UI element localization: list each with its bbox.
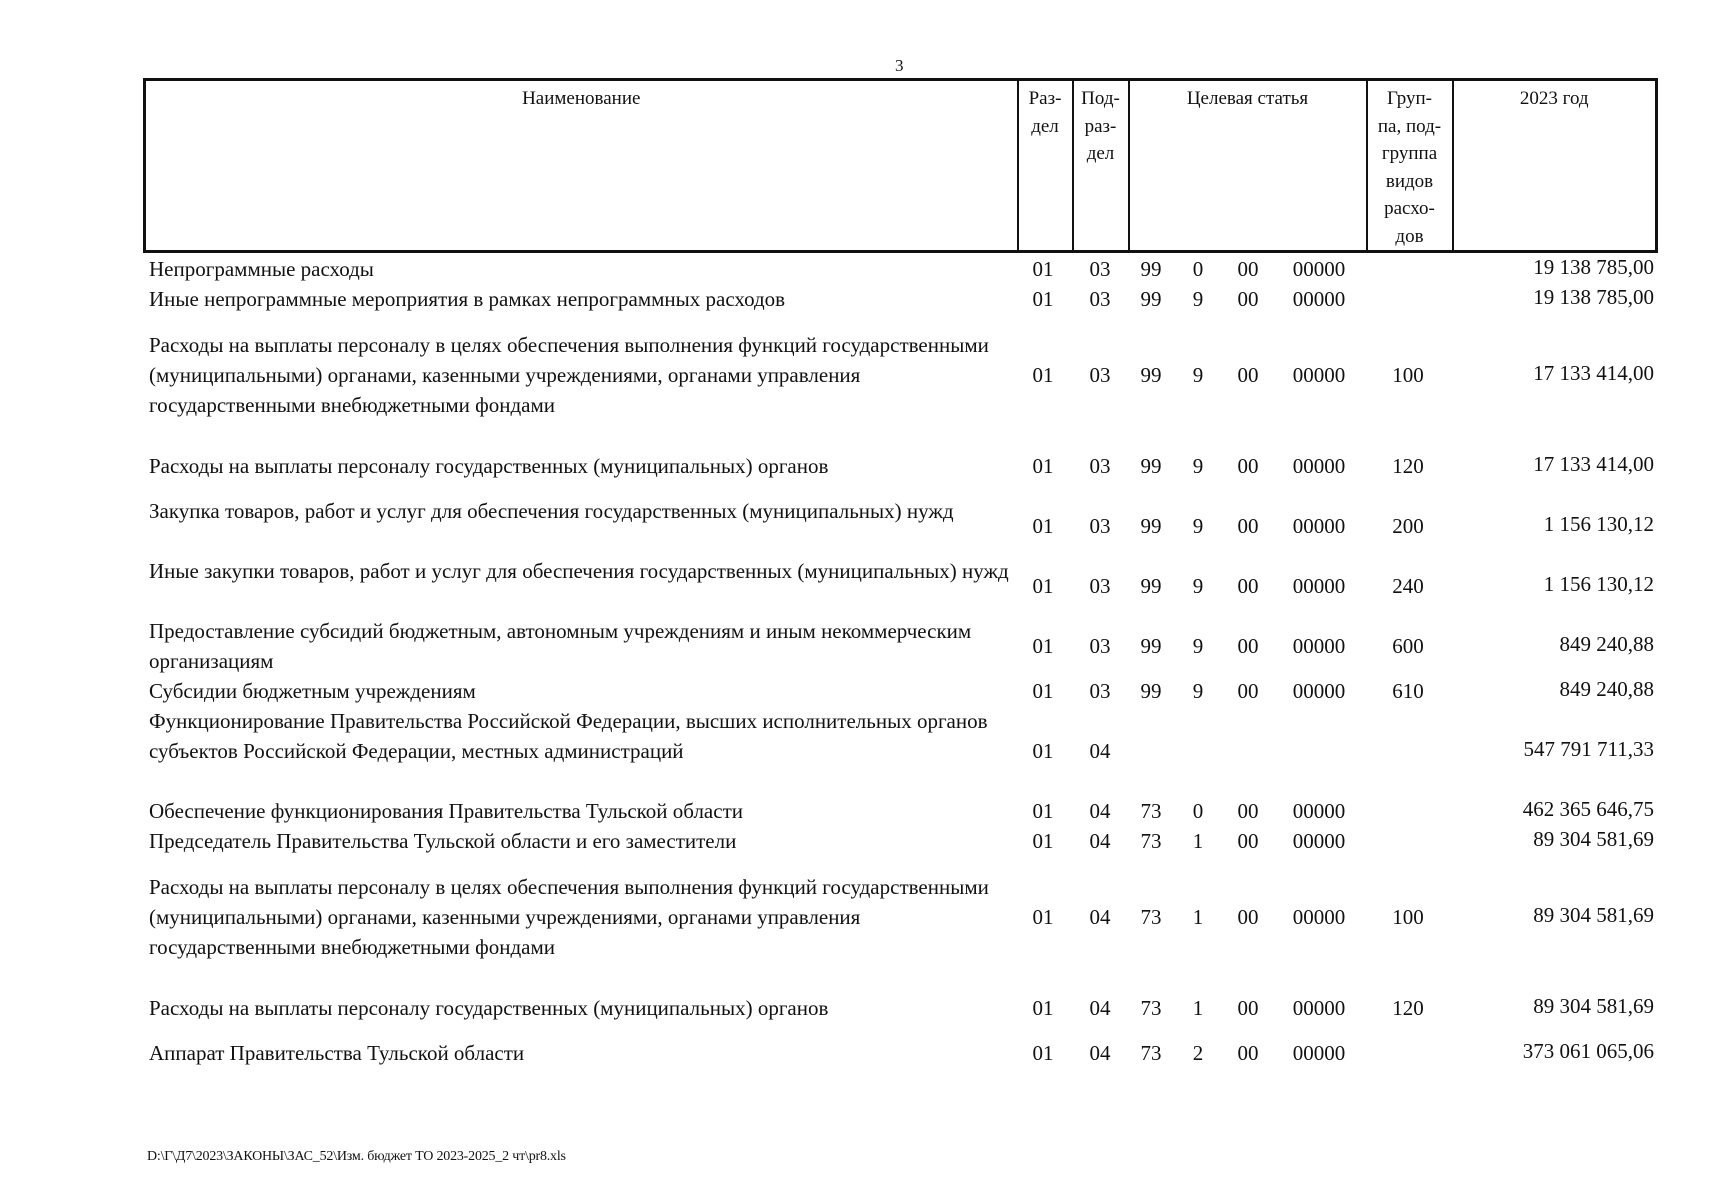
row-group: 100 [1392, 363, 1424, 387]
row-target-direction: 00000 [1292, 634, 1346, 658]
row-subsection: 03 [1089, 679, 1111, 703]
row-amount: 373 061 065,06 [1522, 1039, 1654, 1063]
row-target-direction: 00000 [1292, 257, 1346, 281]
table-row [0, 330, 1714, 420]
row-target-program: 99 [1140, 574, 1162, 598]
row-target-event: 00 [1237, 574, 1259, 598]
row-target-subprogram: 1 [1192, 905, 1204, 929]
row-target-event: 00 [1237, 363, 1259, 387]
row-target-event: 00 [1237, 257, 1259, 281]
row-section: 01 [1032, 363, 1054, 387]
row-section: 01 [1032, 634, 1054, 658]
row-subsection: 03 [1089, 634, 1111, 658]
header-subsection: Под- раз- дел [1073, 80, 1129, 252]
row-subsection: 04 [1089, 996, 1111, 1020]
row-amount: 849 240,88 [1559, 677, 1654, 701]
row-group: 120 [1392, 996, 1424, 1020]
table-row [0, 872, 1714, 962]
row-target-program: 73 [1140, 996, 1162, 1020]
row-group: 600 [1392, 634, 1424, 658]
row-amount: 547 791 711,33 [1523, 737, 1654, 761]
page-number: 3 [895, 56, 904, 75]
row-subsection: 03 [1089, 454, 1111, 478]
row-subsection: 04 [1089, 1041, 1111, 1065]
row-target-direction: 00000 [1292, 679, 1346, 703]
row-subsection: 03 [1089, 363, 1111, 387]
row-target-subprogram: 9 [1192, 454, 1204, 478]
row-section: 01 [1032, 905, 1054, 929]
row-subsection: 03 [1089, 257, 1111, 281]
row-target-direction: 00000 [1292, 905, 1346, 929]
row-target-event: 00 [1237, 905, 1259, 929]
row-target-subprogram: 9 [1192, 363, 1204, 387]
row-target-subprogram: 9 [1192, 679, 1204, 703]
row-group: 610 [1392, 679, 1424, 703]
table-row [0, 616, 1714, 676]
row-target-direction: 00000 [1292, 574, 1346, 598]
row-target-direction: 00000 [1292, 1041, 1346, 1065]
row-group: 120 [1392, 454, 1424, 478]
row-section: 01 [1032, 829, 1054, 853]
row-section: 01 [1032, 679, 1054, 703]
row-target-subprogram: 9 [1192, 574, 1204, 598]
row-amount: 19 138 785,00 [1533, 285, 1654, 309]
row-name: Расходы на выплаты персоналу в целях обеспечения выполнения функций государственными (муниципальными) органами, казенными учреждениями, органами управления государственными внебюджетными фондами [149, 333, 989, 417]
row-target-program: 99 [1140, 679, 1162, 703]
row-section: 01 [1032, 996, 1054, 1020]
row-target-direction: 00000 [1292, 996, 1346, 1020]
row-target-event: 00 [1237, 287, 1259, 311]
row-group: 200 [1392, 514, 1424, 538]
header-year: 2023 год [1453, 80, 1657, 252]
header-name: Наименование [145, 80, 1018, 252]
row-group: 100 [1392, 905, 1424, 929]
row-target-subprogram: 2 [1192, 1041, 1204, 1065]
row-target-event: 00 [1237, 514, 1259, 538]
row-name: Закупка товаров, работ и услуг для обеспечения государственных (муниципальных) нужд [149, 499, 954, 523]
row-target-program: 99 [1140, 634, 1162, 658]
row-amount: 89 304 581,69 [1533, 827, 1654, 851]
row-section: 01 [1032, 287, 1054, 311]
row-name: Функционирование Правительства Российской Федерации, высших исполнительных органов субъектов Российской Федерации, местных администраций [149, 709, 988, 763]
row-target-direction: 00000 [1292, 799, 1346, 823]
table-row [0, 1038, 1714, 1068]
row-name: Субсидии бюджетным учреждениям [149, 679, 476, 703]
table-row [0, 796, 1714, 826]
row-section: 01 [1032, 574, 1054, 598]
row-target-subprogram: 1 [1192, 996, 1204, 1020]
row-name: Расходы на выплаты персоналу государственных (муниципальных) органов [149, 996, 829, 1020]
row-name: Председатель Правительства Тульской области и его заместители [149, 829, 737, 853]
table-row [0, 706, 1714, 796]
row-target-direction: 00000 [1292, 514, 1346, 538]
table-row [0, 284, 1714, 314]
row-section: 01 [1032, 1041, 1054, 1065]
row-target-event: 00 [1237, 996, 1259, 1020]
row-target-event: 00 [1237, 1041, 1259, 1065]
row-target-subprogram: 9 [1192, 287, 1204, 311]
row-amount: 17 133 414,00 [1533, 361, 1654, 385]
row-amount: 17 133 414,00 [1533, 452, 1654, 476]
row-target-program: 99 [1140, 287, 1162, 311]
row-target-program: 99 [1140, 514, 1162, 538]
row-target-subprogram: 0 [1192, 799, 1204, 823]
row-name: Иные закупки товаров, работ и услуг для обеспечения государственных (муниципальных) нужд [149, 559, 1009, 583]
row-subsection: 04 [1089, 739, 1111, 763]
row-group: 240 [1392, 574, 1424, 598]
row-target-subprogram: 1 [1192, 829, 1204, 853]
table-row [0, 556, 1714, 616]
table-row [0, 496, 1714, 556]
header-group: Груп- па, под- группа видов расхо- дов [1367, 80, 1453, 252]
row-name: Расходы на выплаты персоналу государственных (муниципальных) органов [149, 454, 829, 478]
row-target-subprogram: 9 [1192, 514, 1204, 538]
row-section: 01 [1032, 257, 1054, 281]
table-row [0, 451, 1714, 481]
row-subsection: 03 [1089, 514, 1111, 538]
header-target: Целевая статья [1129, 80, 1367, 252]
row-amount: 89 304 581,69 [1533, 994, 1654, 1018]
row-target-event: 00 [1237, 679, 1259, 703]
row-target-program: 99 [1140, 363, 1162, 387]
row-target-event: 00 [1237, 799, 1259, 823]
row-section: 01 [1032, 454, 1054, 478]
row-name: Предоставление субсидий бюджетным, автономным учреждениям и иным некоммерческим организациям [149, 619, 972, 673]
row-subsection: 03 [1089, 574, 1111, 598]
table-row [0, 676, 1714, 706]
table-row [0, 993, 1714, 1023]
row-target-subprogram: 9 [1192, 634, 1204, 658]
row-name: Иные непрограммные мероприятия в рамках непрограммных расходов [149, 287, 786, 311]
row-target-program: 73 [1140, 905, 1162, 929]
row-target-program: 99 [1140, 257, 1162, 281]
row-target-subprogram: 0 [1192, 257, 1204, 281]
row-amount: 19 138 785,00 [1533, 255, 1654, 279]
row-target-direction: 00000 [1292, 454, 1346, 478]
row-amount: 1 156 130,12 [1543, 572, 1654, 596]
row-target-program: 73 [1140, 829, 1162, 853]
row-name: Аппарат Правительства Тульской области [149, 1041, 525, 1065]
row-target-direction: 00000 [1292, 363, 1346, 387]
file-path-footer: D:\Г\Д7\2023\ЗАКОНЫ\ЗАС_52\Изм. бюджет ТО 2023-2025_2 чт\pr8.xls [147, 1149, 566, 1164]
row-section: 01 [1032, 739, 1054, 763]
row-section: 01 [1032, 799, 1054, 823]
row-name: Обеспечение функционирования Правительства Тульской области [149, 799, 743, 823]
row-amount: 1 156 130,12 [1543, 512, 1654, 536]
row-subsection: 04 [1089, 829, 1111, 853]
row-amount: 462 365 646,75 [1522, 797, 1654, 821]
row-target-direction: 00000 [1292, 287, 1346, 311]
row-section: 01 [1032, 514, 1054, 538]
row-subsection: 03 [1089, 287, 1111, 311]
row-subsection: 04 [1089, 799, 1111, 823]
row-target-direction: 00000 [1292, 829, 1346, 853]
table-row [0, 826, 1714, 856]
row-amount: 89 304 581,69 [1533, 903, 1654, 927]
row-target-program: 73 [1140, 799, 1162, 823]
row-target-program: 73 [1140, 1041, 1162, 1065]
row-subsection: 04 [1089, 905, 1111, 929]
row-name: Расходы на выплаты персоналу в целях обеспечения выполнения функций государственными (муниципальными) органами, казенными учреждениями, органами управления государственными внебюджетными фондами [149, 875, 989, 959]
table-row [0, 254, 1714, 284]
row-target-event: 00 [1237, 454, 1259, 478]
row-amount: 849 240,88 [1559, 632, 1654, 656]
row-target-program: 99 [1140, 454, 1162, 478]
row-target-event: 00 [1237, 634, 1259, 658]
row-target-event: 00 [1237, 829, 1259, 853]
row-name: Непрограммные расходы [149, 257, 374, 281]
header-section: Раз- дел [1018, 80, 1073, 252]
